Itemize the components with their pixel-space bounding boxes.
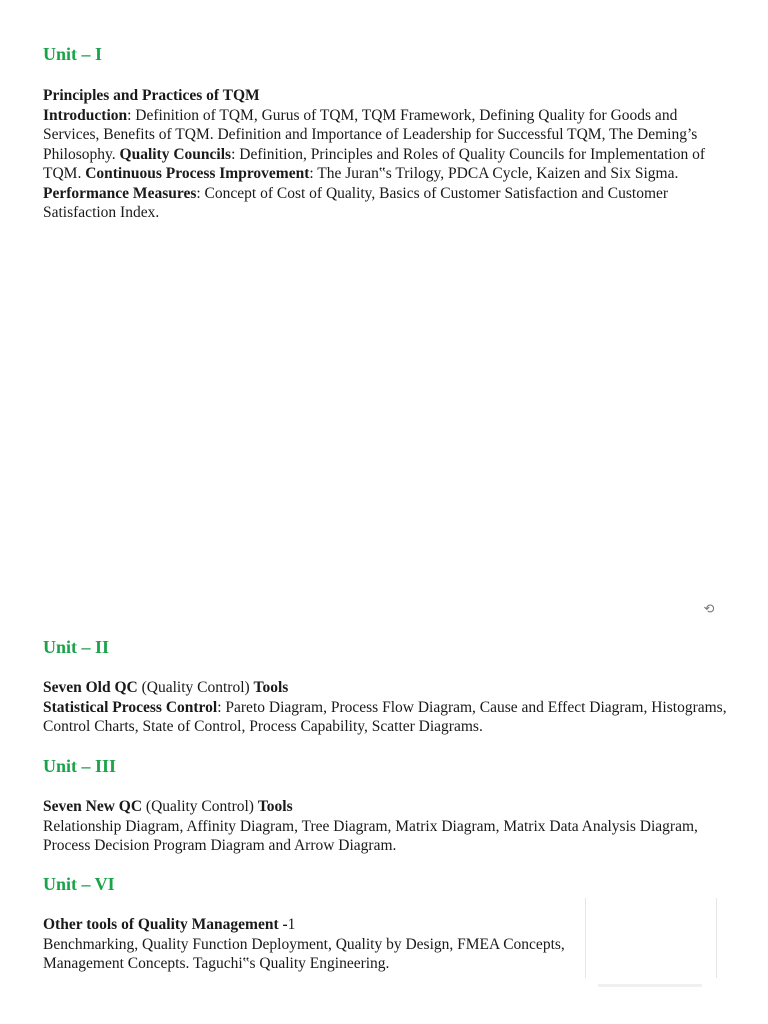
unit-3-content [43, 797, 733, 856]
unit-1-heading: Principles and Practices of TQM [43, 87, 260, 104]
performance-measures-text: : Concept of Cost of Quality, Basics of Customer Satisfaction and Customer Satisfaction Index. [43, 184, 669, 221]
unit-4-heading-plain: 1 [287, 916, 296, 933]
unit-3-title: Unit – III [43, 756, 117, 776]
unit-4-title: Unit – VI [43, 874, 115, 894]
unit-4-line-1: Benchmarking, Quality Function Deployment, Quality by Design, FMEA Concepts, [43, 935, 565, 953]
overlay-bar [598, 984, 702, 987]
refresh-icon[interactable]: ⟲ [703, 602, 715, 617]
unit-2-heading-part2: (Quality Control) [137, 679, 254, 696]
unit-2-heading-part3: Tools [253, 679, 289, 696]
cpi-text: : The Juran‟s Trilogy, PDCA Cycle, Kaizen and Six Sigma. [309, 165, 679, 182]
unit-1-content [43, 86, 733, 223]
performance-measures-label: Performance Measures [43, 184, 197, 202]
unit-3-heading-part2: (Quality Control) [142, 798, 258, 815]
unit-2-heading [43, 678, 733, 698]
unit-3-heading [43, 797, 733, 817]
unit-3-heading-part3: Tools [257, 798, 293, 815]
overlay-panel [585, 898, 717, 978]
unit-2-body [43, 698, 733, 737]
unit-3-heading-part1: Seven New QC [43, 798, 143, 815]
unit-2-heading-part1: Seven Old QC [43, 679, 138, 696]
unit-2-title: Unit – II [43, 637, 110, 657]
unit-2-content [43, 678, 733, 737]
cpi-label: Continuous Process Improvement [85, 165, 310, 182]
unit-1-body [43, 106, 733, 223]
unit-3-body: Relationship Diagram, Affinity Diagram, Tree Diagram, Matrix Diagram, Matrix Data Analysis Diagram, Process Decision Program Diagram and Arrow Diagram. [43, 817, 698, 854]
introduction-label: Introduction [43, 106, 128, 124]
unit-4-line-2: Management Concepts. Taguchi‟s Quality Engineering. [43, 955, 390, 972]
spc-text: : Pareto Diagram, Process Flow Diagram, Cause and Effect Diagram, Histograms, Control Charts, State of Control, Process Capability, Scatter Diagrams. [43, 698, 727, 735]
introduction-text: : Definition of TQM, Gurus of TQM, TQM Framework, Defining Quality for Goods and Services, Benefits of TQM. Definition and Importance of Leadership for Successful TQM, The Deming’s Philosophy. [43, 106, 698, 163]
quality-councils-label: Quality Councils [119, 145, 232, 163]
unit-1-title: Unit – I [43, 44, 103, 64]
spc-label: Statistical Process Control [43, 698, 218, 716]
unit-4-heading-bold: Other tools of Quality Management - [43, 916, 288, 933]
quality-councils-text: : Definition, Principles and Roles of Quality Councils for Implementation of TQM. [43, 145, 706, 182]
